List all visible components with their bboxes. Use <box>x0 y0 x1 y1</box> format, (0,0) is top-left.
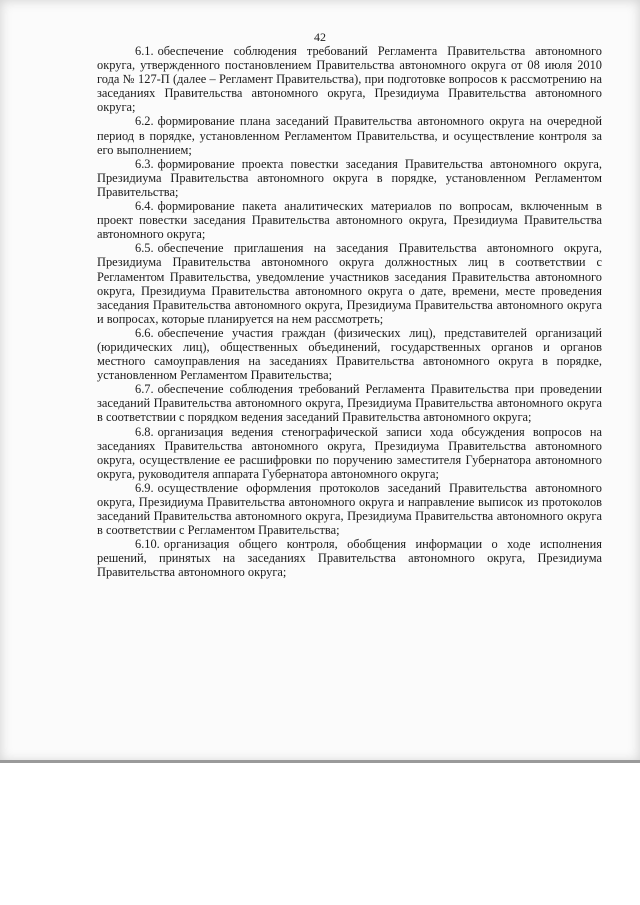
item-number: 6.9. <box>135 480 154 495</box>
item-number: 6.5. <box>135 241 154 256</box>
list-item-6-9 <box>97 481 602 537</box>
item-number: 6.6. <box>135 325 154 340</box>
item-text: формирование пакета аналитических материалов по вопросам, включенным в проект повестки заседания Правительства автономного округа, Президиума Правительства автономного округа; <box>97 199 602 242</box>
item-number: 6.4. <box>135 199 154 214</box>
item-number: 6.1. <box>135 44 154 58</box>
item-text: обеспечение соблюдения требований Регламента Правительства при проведении заседаний Правительства автономного округа, Президиума Правительства автономного округа в соответствии с порядком ведения заседаний Правительства автономного округа; <box>97 382 602 425</box>
item-text: формирование плана заседаний Правительства автономного округа на очередной период в порядке, установленном Регламентом Правительства, и осуществление контроля за его выполнением; <box>97 114 602 157</box>
page-number: 42 <box>314 30 326 44</box>
item-text: формирование проекта повестки заседания Правительства автономного округа, Президиума Правительства автономного округа в порядке, установленном Регламентом Правительства; <box>97 156 602 199</box>
document-body <box>97 44 602 580</box>
item-number: 6.2. <box>135 114 154 129</box>
page-bottom-edge <box>0 760 640 763</box>
list-item-6-1 <box>97 44 602 114</box>
list-item-6-10 <box>97 537 602 579</box>
list-item-6-6 <box>97 326 602 382</box>
item-number: 6.10. <box>135 537 160 552</box>
list-item-6-7 <box>97 382 602 424</box>
item-text: осуществление оформления протоколов заседаний Правительства автономного округа, Президиума Правительства автономного округа и направление выписок из протоколов заседаний Правительства автономного округа, Президиума Правительства автономного округа в соответствии с Регламентом Правительства; <box>97 480 602 538</box>
list-item-6-4 <box>97 199 602 241</box>
item-text: обеспечение участия граждан (физических лиц), представителей организаций (юридических лиц), общественных объединений, государственных органов и органов местного самоуправления на заседаниях Правительства автономного округа в порядке, установленном Регламентом Правительства; <box>97 325 602 383</box>
list-item-6-2 <box>97 114 602 156</box>
item-text: обеспечение соблюдения требований Регламента Правительства автономного округа, утвержденного постановлением Правительства автономного округа от 08 июля 2010 года № 127-П (далее – Регламент Правительства), при подготовке вопросов к рассмотрению на заседаниях Правительства автономного округа, Президиума Правительства автономного округа; <box>97 44 602 115</box>
item-number: 6.8. <box>135 424 154 439</box>
list-item-6-3 <box>97 157 602 199</box>
list-item-6-5 <box>97 241 602 326</box>
item-text: организация общего контроля, обобщения информации о ходе исполнения решений, принятых на заседаниях Правительства автономного округа, Президиума Правительства автономного округа; <box>97 537 602 580</box>
item-number: 6.3. <box>135 156 154 171</box>
list-item-6-8 <box>97 425 602 481</box>
item-number: 6.7. <box>135 382 154 397</box>
item-text: обеспечение приглашения на заседания Правительства автономного округа, Президиума Правительства автономного округа должностных лиц в соответствии с Регламентом Правительства, уведомление участников заседания Правительства автономного округа, Президиума Правительства автономного округа о дате, времени, месте проведения заседания Правительства автономного округа, Президиума Правительства автономного округа и вопросах, которые планируется на нем рассмотреть; <box>97 241 602 326</box>
item-text: организация ведения стенографической записи хода обсуждения вопросов на заседаниях Правительства автономного округа, Президиума Правительства автономного округа, осуществление ее расшифровки по поручению заместителя Губернатора автономного округа, руководителя аппарата Губернатора автономного округа; <box>97 424 602 481</box>
